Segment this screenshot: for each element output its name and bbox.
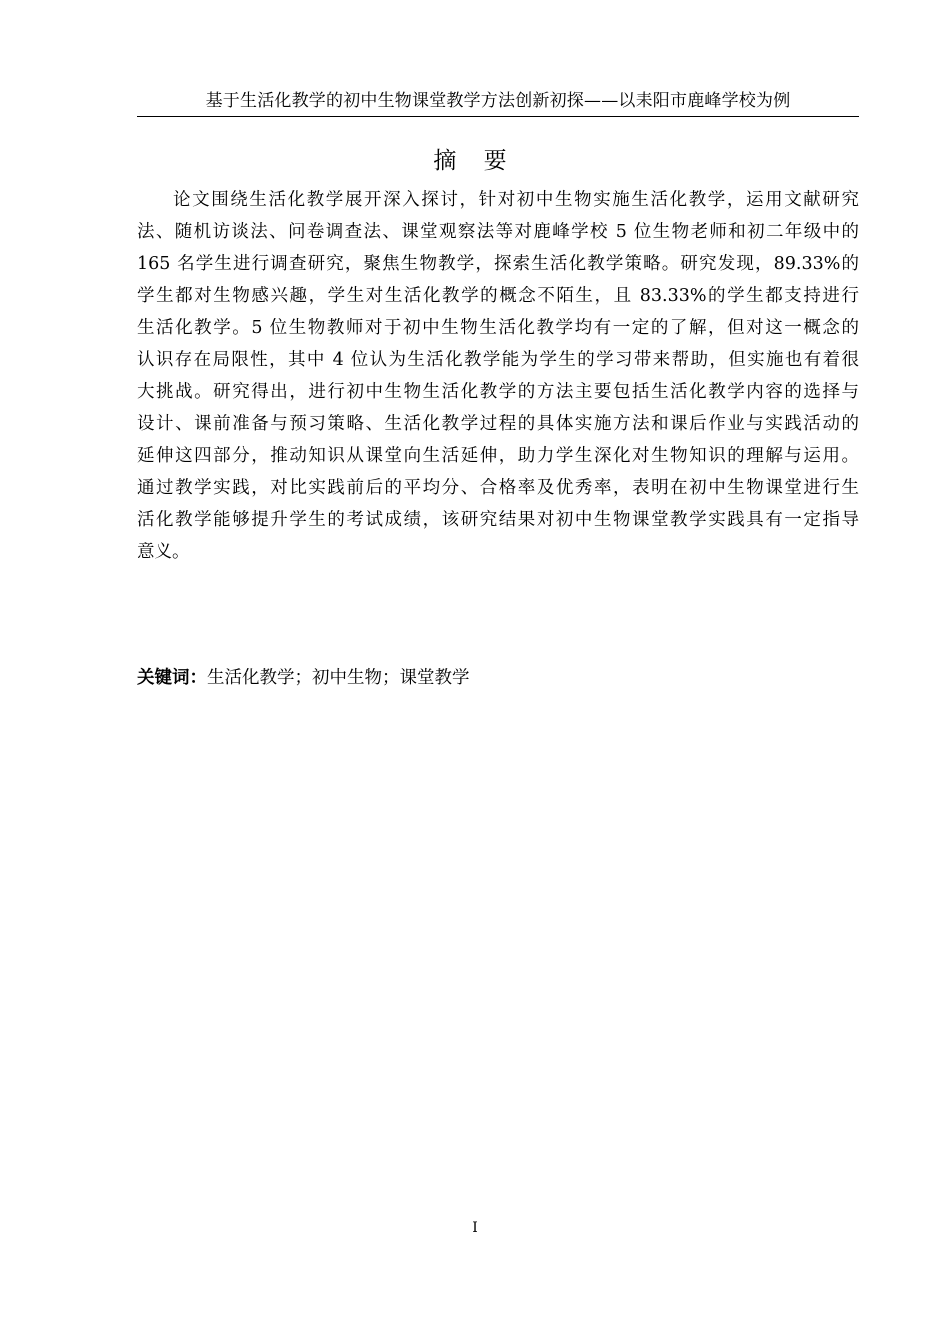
abstract-line: 学生都对生物感兴趣，学生对生活化教学的概念不陌生，且 83.33%的学生都支持进行 [137, 286, 859, 306]
running-title: 基于生活化教学的初中生物课堂教学方法创新初探——以耒阳市鹿峰学校为例 [205, 91, 791, 111]
abstract-line: 165 名学生进行调查研究，聚焦生物教学，探索生活化教学策略。研究发现，89.33%的 [137, 254, 859, 274]
abstract-line: 延伸这四部分，推动知识从课堂向生活延伸，助力学生深化对生物知识的理解与运用。 [137, 446, 859, 466]
abstract-line: 活化教学能够提升学生的考试成绩，该研究结果对初中生物课堂教学实践具有一定指导 [137, 510, 859, 530]
abstract-line: 设计、课前准备与预习策略、生活化教学过程的具体实施方法和课后作业与实践活动的 [137, 414, 859, 434]
running-header [137, 88, 859, 117]
abstract-line: 法、随机访谈法、问卷调查法、课堂观察法等对鹿峰学校 5 位生物老师和初二年级中的 [137, 222, 859, 242]
keywords [137, 662, 470, 694]
page-number: I [472, 1220, 478, 1236]
abstract-line: 生活化教学。5 位生物教师对于初中生物生活化教学均有一定的了解，但对这一概念的 [137, 318, 859, 338]
abstract-line: 意义。 [137, 542, 190, 562]
abstract-body [137, 184, 859, 568]
keywords-value: 生活化教学；初中生物；课堂教学 [207, 668, 470, 688]
keywords-label: 关键词： [137, 668, 207, 688]
abstract-line: 大挑战。研究得出，进行初中生物生活化教学的方法主要包括生活化教学内容的选择与 [137, 382, 859, 402]
abstract-line: 通过教学实践，对比实践前后的平均分、合格率及优秀率，表明在初中生物课堂进行生 [137, 478, 859, 498]
abstract-line: 论文围绕生活化教学展开深入探讨，针对初中生物实施生活化教学，运用文献研究 [173, 190, 859, 210]
abstract-line: 认识存在局限性，其中 4 位认为生活化教学能为学生的学习带来帮助，但实施也有着很 [137, 350, 859, 370]
abstract-title: 摘 要 [433, 148, 517, 174]
